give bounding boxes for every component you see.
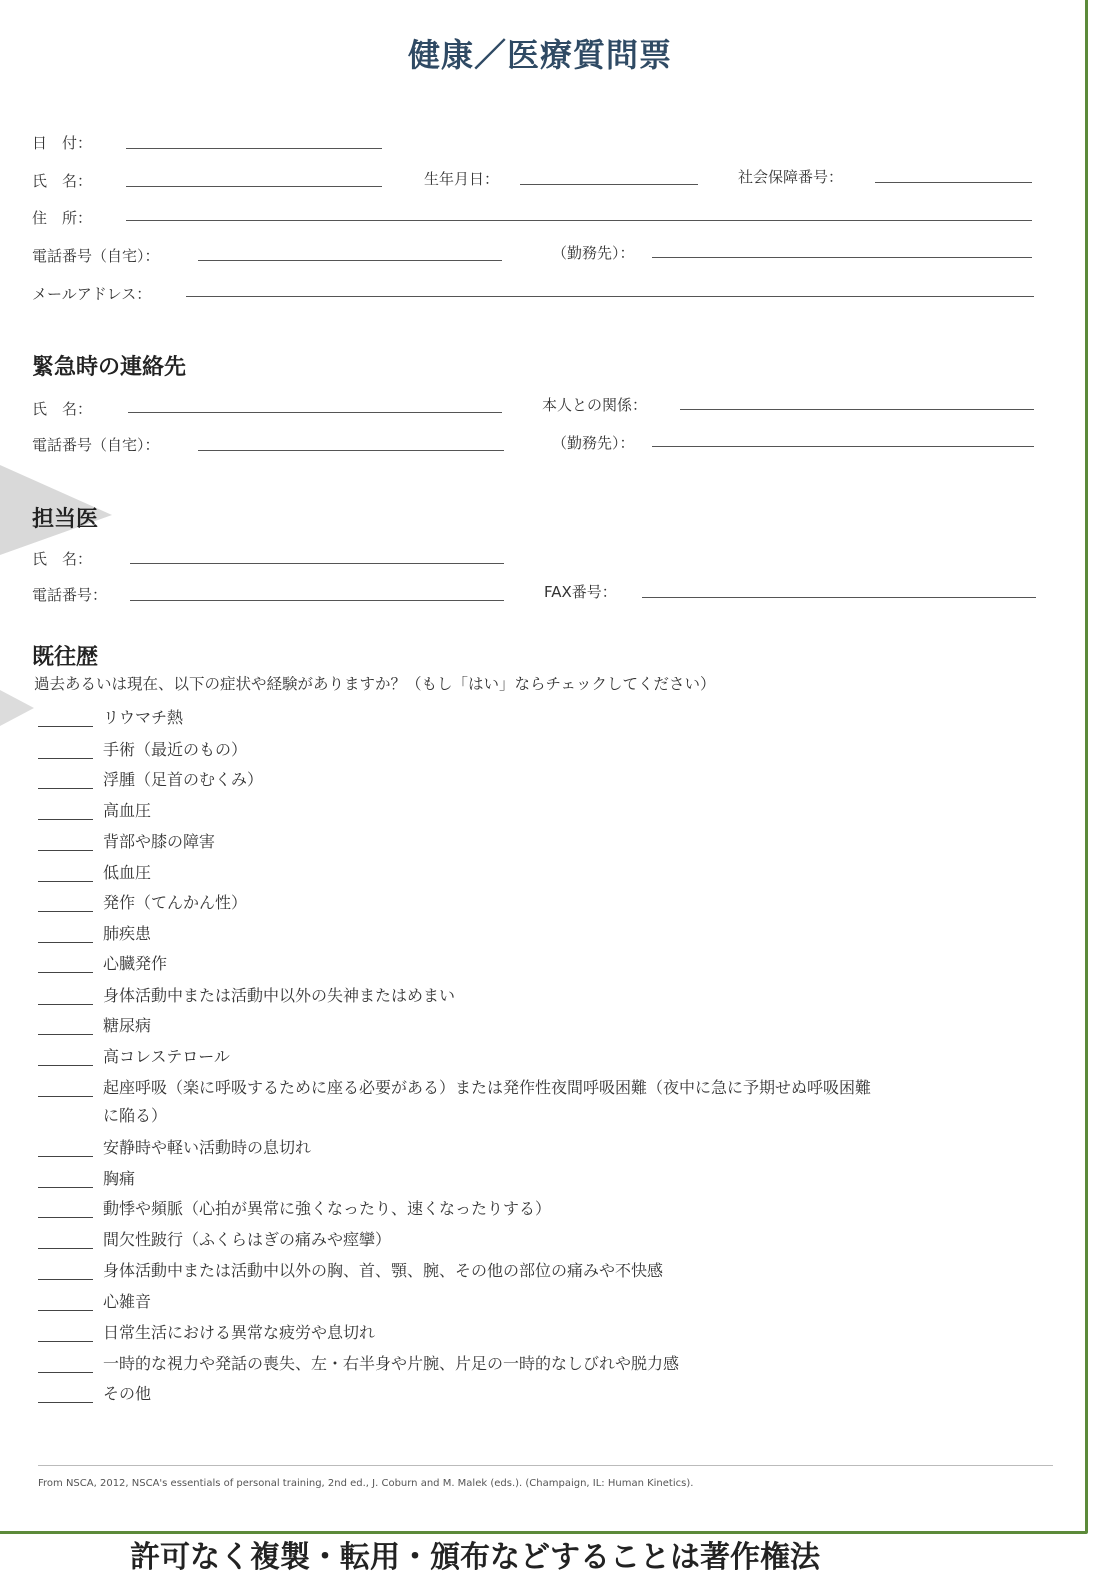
history-item-label: 安静時や軽い活動時の息切れ [103, 1138, 312, 1157]
history-check-blank[interactable] [38, 1279, 93, 1280]
history-item-label: リウマチ熱 [103, 708, 184, 727]
history-item-label-continuation: に陥る） [103, 1106, 168, 1125]
name-label: 氏 名： [32, 172, 93, 190]
history-check-blank[interactable] [38, 819, 93, 820]
bottom-caption-cut [0, 1540, 1116, 1575]
physician-name-field[interactable] [130, 563, 504, 564]
history-heading: 既往歴 [32, 645, 99, 670]
history-check-blank[interactable] [38, 1096, 93, 1097]
history-check-blank[interactable] [38, 1034, 93, 1035]
history-item-label: 糖尿病 [103, 1016, 152, 1035]
phone-home-label: 電話番号（自宅）： [32, 247, 160, 265]
ssn-field[interactable] [875, 182, 1032, 183]
fax-label: FAX番号： [544, 583, 617, 601]
emergency-name-label: 氏 名： [32, 400, 93, 418]
history-item-label: 肺疾患 [103, 924, 152, 943]
history-check-blank[interactable] [38, 726, 93, 727]
emergency-name-field[interactable] [128, 412, 502, 413]
footer-citation: From NSCA, 2012, NSCA's essentials of personal training, 2nd ed., J. Coburn and M. Malek (eds.). (Champaign, IL: Human Kinetics). [38, 1478, 694, 1489]
history-check-blank[interactable] [38, 1248, 93, 1249]
history-item-label: 身体活動中または活動中以外の胸、首、顎、腕、その他の部位の痛みや不快感 [103, 1261, 664, 1280]
bottom-caption-text: 許可なく複製・転用・頒布などすることは著作権法 [130, 1540, 820, 1575]
physician-phone-label: 電話番号： [32, 586, 108, 604]
ssn-label: 社会保障番号： [738, 168, 844, 186]
history-check-blank[interactable] [38, 850, 93, 851]
history-item-label: 一時的な視力や発話の喪失、左・右半身や片腕、片足の一時的なしびれや脱力感 [103, 1354, 680, 1373]
history-check-blank[interactable] [38, 788, 93, 789]
date-label: 日 付： [32, 134, 93, 152]
history-check-blank[interactable] [38, 1341, 93, 1342]
form-title: 健康／医療質問票 [407, 36, 672, 74]
emergency-phone-work-label: （勤務先）： [552, 434, 635, 452]
history-check-blank[interactable] [38, 1156, 93, 1157]
history-check-blank[interactable] [38, 1372, 93, 1373]
address-field[interactable] [126, 220, 1032, 221]
history-item-label: 間欠性跛行（ふくらはぎの痛みや痙攣） [103, 1230, 392, 1249]
emergency-phone-home-field[interactable] [198, 450, 504, 451]
history-item-label: 起座呼吸（楽に呼吸するために座る必要がある）または発作性夜間呼吸困難（夜中に急に予期せぬ呼吸困難 [103, 1078, 872, 1097]
relation-label: 本人との関係： [542, 396, 648, 414]
dob-field[interactable] [520, 184, 698, 185]
history-item-label: 高コレステロール [103, 1047, 230, 1066]
history-item-label: 心雑音 [103, 1292, 152, 1311]
history-check-blank[interactable] [38, 881, 93, 882]
history-check-blank[interactable] [38, 911, 93, 912]
history-check-blank[interactable] [38, 1065, 93, 1066]
history-check-blank[interactable] [38, 1310, 93, 1311]
physician-heading: 担当医 [32, 507, 99, 532]
history-item-label: 胸痛 [103, 1169, 136, 1188]
phone-home-field[interactable] [198, 260, 502, 261]
name-field[interactable] [126, 186, 382, 187]
history-check-blank[interactable] [38, 1217, 93, 1218]
history-check-blank[interactable] [38, 942, 93, 943]
history-item-label: 高血圧 [103, 801, 152, 820]
history-question: 過去あるいは現在、以下の症状や経験がありますか？（もし「はい」ならチェックしてください） [34, 675, 716, 693]
history-check-blank[interactable] [38, 972, 93, 973]
email-field[interactable] [186, 296, 1034, 297]
phone-work-label: （勤務先）： [552, 244, 635, 262]
emergency-phone-home-label: 電話番号（自宅）： [32, 436, 160, 454]
physician-phone-field[interactable] [130, 600, 504, 601]
history-item-label: 背部や膝の障害 [103, 832, 216, 851]
history-check-blank[interactable] [38, 1187, 93, 1188]
history-check-blank[interactable] [38, 758, 93, 759]
email-label: メールアドレス： [32, 285, 152, 303]
emergency-phone-work-field[interactable] [652, 446, 1034, 447]
history-item-label: 日常生活における異常な疲労や息切れ [103, 1323, 376, 1342]
history-item-label: 心臓発作 [103, 954, 168, 973]
footer-divider [38, 1465, 1053, 1466]
history-item-label: 手術（最近のもの） [103, 740, 248, 759]
relation-field[interactable] [680, 409, 1034, 410]
fax-field[interactable] [642, 597, 1036, 598]
history-item-label: その他 [103, 1384, 152, 1403]
address-label: 住 所： [32, 209, 93, 227]
emergency-heading: 緊急時の連絡先 [32, 355, 187, 380]
history-item-label: 身体活動中または活動中以外の失神またはめまい [103, 986, 456, 1005]
history-item-label: 発作（てんかん性） [103, 893, 248, 912]
history-item-label: 浮腫（足首のむくみ） [103, 770, 264, 789]
history-item-label: 動悸や頻脈（心拍が異常に強くなったり、速くなったりする） [103, 1199, 552, 1218]
history-check-blank[interactable] [38, 1402, 93, 1403]
physician-name-label: 氏 名： [32, 550, 93, 568]
page-fold-shadow-small [0, 690, 40, 730]
phone-work-field[interactable] [652, 257, 1032, 258]
dob-label: 生年月日： [424, 170, 500, 188]
history-item-label: 低血圧 [103, 863, 152, 882]
date-field[interactable] [126, 148, 382, 149]
history-check-blank[interactable] [38, 1004, 93, 1005]
